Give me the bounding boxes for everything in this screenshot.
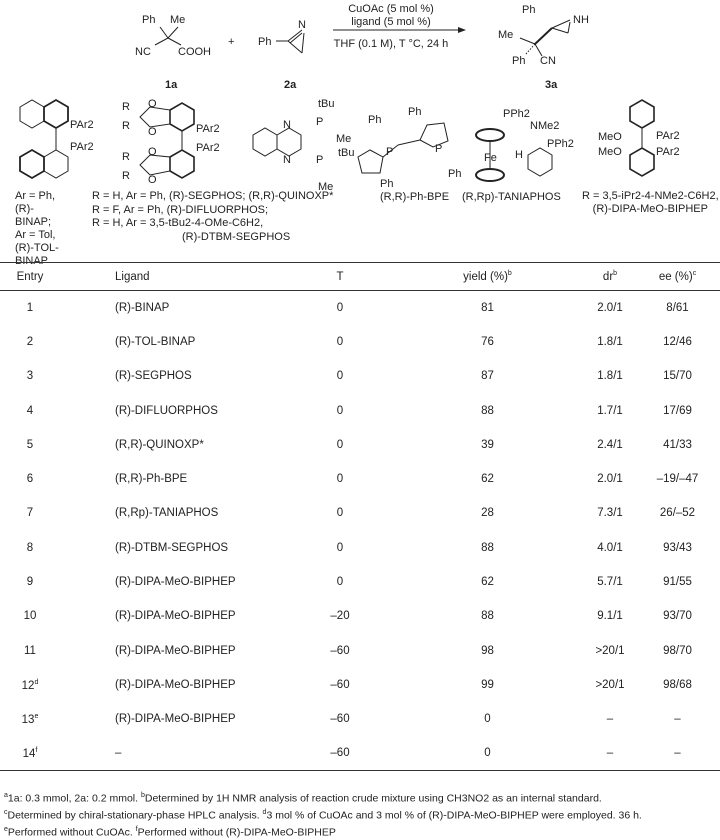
tbu-label: tBu [318, 98, 335, 110]
yield-cell [390, 325, 585, 359]
pph2-label: PPh2 [547, 138, 574, 150]
quinoxp-structure [253, 98, 355, 193]
temperature-cell-text: –20 [330, 610, 350, 623]
me-label: Me [498, 29, 514, 41]
table-row [0, 428, 720, 462]
ligand-cell [60, 736, 290, 770]
ee-cell [635, 462, 720, 496]
ph-label: Ph [368, 114, 382, 126]
p-label: P [316, 116, 324, 128]
ph-label: Ph [522, 4, 536, 16]
yield-cell [390, 633, 585, 667]
temperature-cell-text: 0 [336, 541, 344, 554]
nc-label: NC [135, 46, 151, 58]
dr-cell-text: 1.7/1 [597, 404, 623, 417]
yield-cell [390, 291, 585, 325]
n-label: N [283, 154, 291, 166]
temperature-cell [290, 393, 390, 427]
dr-cell [585, 599, 635, 633]
par2-label: PAr2 [196, 123, 220, 135]
entry-cell [0, 462, 60, 496]
ligand-cell [60, 359, 290, 393]
p-label: P [316, 154, 324, 166]
footnotes [4, 789, 720, 840]
yield-cell [390, 702, 585, 736]
ligand-cell-text: (R)-TOL-BINAP [115, 335, 196, 348]
ee-cell-text: 93/43 [663, 541, 692, 554]
ligand-cell-text: (R,R)-Ph-BPE [115, 473, 188, 486]
dr-cell [585, 633, 635, 667]
header-ee [635, 263, 720, 291]
yield-cell-text: 0 [484, 747, 491, 760]
entry-cell [0, 702, 60, 736]
cn-label: CN [540, 55, 556, 67]
ee-cell-text: 93/70 [663, 610, 692, 623]
header-dr-text: dr [602, 270, 614, 283]
solvent-condition: THF (0.1 M), T °C, 24 h [333, 38, 449, 50]
ee-cell-text: 26/–52 [659, 507, 696, 520]
dr-cell [585, 702, 635, 736]
temperature-cell [290, 599, 390, 633]
ligand-condition: ligand (5 mol %) [351, 16, 431, 28]
table-row [0, 633, 720, 667]
table-row [0, 393, 720, 427]
nh-label: NH [573, 14, 589, 26]
ligand-cell [60, 462, 290, 496]
ee-cell [635, 428, 720, 462]
yield-cell-text: 88 [481, 610, 494, 623]
temperature-cell-text: 0 [336, 473, 344, 486]
footnote-mark: d [34, 678, 39, 686]
temperature-cell [290, 496, 390, 530]
temperature-cell [290, 565, 390, 599]
footnote-mark: c [692, 270, 697, 278]
dr-cell-text: 7.3/1 [597, 507, 623, 520]
dr-cell [585, 531, 635, 565]
yield-cell-text: 99 [481, 678, 494, 691]
caption-line: BINAP; [15, 216, 52, 228]
ligand-structures [0, 95, 720, 205]
footnote-f: Performed without (R)-DIPA-MeO-BIPHEP [137, 826, 336, 839]
ligand-cell [60, 393, 290, 427]
reactant-2a [258, 19, 306, 91]
ligand-cell-text: (R)-BINAP [115, 301, 170, 314]
ee-cell-text: 98/70 [663, 644, 692, 657]
entry-cell [0, 291, 60, 325]
caption-line: R = 3,5-iPr2-4-NMe2-C6H2, [582, 190, 719, 202]
yield-cell-text: 62 [481, 576, 494, 589]
table-row [0, 359, 720, 393]
caption-line: R = H, Ar = 3,5-tBu2-4-OMe-C6H2, [92, 217, 264, 229]
dipa-meo-biphep-structure [598, 100, 680, 176]
ligand-cell [60, 668, 290, 702]
ligand-cell-text: (R)-DIPA-MeO-BIPHEP [115, 713, 236, 726]
ee-cell-text: 98/68 [663, 678, 692, 691]
o-label: O [148, 98, 157, 110]
temperature-cell [290, 633, 390, 667]
ligand-cell-text: (R)-DIPA-MeO-BIPHEP [115, 576, 236, 589]
par2-label: PAr2 [70, 119, 94, 131]
o-label: O [148, 146, 157, 158]
ph-label: Ph [258, 36, 272, 48]
r-label: R [122, 151, 130, 163]
meo-label: MeO [598, 131, 622, 143]
entry-cell [0, 359, 60, 393]
ligand-cell [60, 565, 290, 599]
ee-cell [635, 325, 720, 359]
entry-cell [0, 668, 60, 702]
table-row [0, 599, 720, 633]
table-row [0, 736, 720, 770]
header-yield [390, 263, 585, 291]
entry-cell [0, 565, 60, 599]
n-label: N [298, 19, 306, 31]
ligand-cell [60, 633, 290, 667]
par2-label: PAr2 [656, 146, 680, 158]
me-label: Me [318, 181, 334, 193]
temperature-cell-text: 0 [336, 404, 344, 417]
dipa-caption [582, 190, 719, 216]
ligand-cell-text: (R,Rp)-TANIAPHOS [115, 507, 219, 520]
dr-cell-text: 1.8/1 [597, 370, 623, 383]
entry-cell-text: 1 [26, 301, 34, 314]
par2-label: PAr2 [70, 141, 94, 153]
ph-bpe-caption: (R,R)-Ph-BPE [380, 191, 450, 203]
yield-cell-text: 81 [481, 301, 494, 314]
ligand-cell [60, 599, 290, 633]
results-table [0, 262, 720, 771]
entry-cell [0, 393, 60, 427]
cooh-label: COOH [178, 46, 211, 58]
fe-label: Fe [484, 152, 497, 164]
dr-cell-text: 5.7/1 [597, 576, 623, 589]
entry-cell-text: 4 [26, 404, 34, 417]
par2-label: PAr2 [656, 130, 680, 142]
binap-caption [15, 190, 59, 268]
r-label: R [122, 120, 130, 132]
entry-cell-text: 10 [23, 610, 37, 623]
temperature-cell [290, 702, 390, 736]
ee-cell [635, 599, 720, 633]
o-label: O [148, 174, 157, 186]
ee-cell-text: 91/55 [663, 576, 692, 589]
p-label: P [386, 146, 394, 158]
table-row [0, 496, 720, 530]
entry-cell-text: 8 [26, 541, 34, 554]
ligand-cell-text: (R)-SEGPHOS [115, 370, 192, 383]
ph-label: Ph [142, 14, 156, 26]
reaction-scheme [0, 0, 720, 95]
ligand-cell [60, 325, 290, 359]
ee-cell [635, 702, 720, 736]
ee-cell-text: –19/–47 [656, 473, 699, 486]
temperature-cell-text: –60 [330, 644, 350, 657]
dr-cell [585, 668, 635, 702]
ee-cell-text: – [674, 747, 681, 760]
ligand-cell [60, 702, 290, 736]
entry-cell [0, 428, 60, 462]
dr-cell-text: 1.8/1 [597, 335, 623, 348]
compound-label-1a: 1a [165, 79, 178, 91]
yield-cell [390, 736, 585, 770]
ligand-cell-text: (R,R)-QUINOXP* [115, 438, 204, 451]
ee-cell [635, 496, 720, 530]
yield-cell [390, 359, 585, 393]
ligand-cell-text: (R)-DTBM-SEGPHOS [115, 541, 229, 554]
yield-cell-text: 0 [484, 713, 491, 726]
taniaphos-caption: (R,Rp)-TANIAPHOS [462, 191, 561, 203]
ee-cell-text: 15/70 [663, 370, 692, 383]
temperature-cell-text: 0 [336, 335, 344, 348]
dr-cell-text: 2.0/1 [597, 473, 623, 486]
temperature-cell-text: –60 [330, 678, 350, 691]
table-row [0, 325, 720, 359]
yield-cell [390, 531, 585, 565]
yield-cell-text: 62 [481, 473, 494, 486]
entry-cell [0, 531, 60, 565]
entry-cell-text: 6 [26, 473, 34, 486]
footnote-c: Determined by chiral-stationary-phase HPLC analysis. [7, 809, 260, 822]
temperature-cell [290, 462, 390, 496]
dr-cell-text: 9.1/1 [597, 610, 623, 623]
binap-structure [20, 100, 94, 178]
ee-cell-text: – [674, 713, 681, 726]
pph2-label: PPh2 [503, 108, 530, 120]
entry-cell [0, 633, 60, 667]
temperature-cell [290, 428, 390, 462]
entry-cell-text: 14 [22, 747, 36, 760]
entry-cell-text: 5 [26, 438, 34, 451]
dr-cell-text: 4.0/1 [597, 541, 623, 554]
caption-line: R = F, Ar = Ph, (R)-DIFLUORPHOS; [92, 203, 269, 216]
product-3a [498, 4, 589, 91]
temperature-cell-text: 0 [336, 301, 344, 314]
table-row [0, 702, 720, 736]
temperature-cell [290, 531, 390, 565]
dr-cell [585, 496, 635, 530]
entry-cell-text: 7 [26, 507, 34, 520]
header-ee-text: ee (%) [658, 270, 693, 283]
caption-line: (R)-DIPA-MeO-BIPHEP [592, 203, 708, 215]
footnote-e: Performed without CuOAc. [7, 826, 133, 839]
temperature-cell-text: –60 [330, 713, 350, 726]
tbu-label: tBu [338, 147, 355, 159]
yield-cell [390, 428, 585, 462]
dr-cell [585, 428, 635, 462]
dr-cell [585, 736, 635, 770]
ee-cell-text: 41/33 [663, 438, 692, 451]
yield-cell [390, 496, 585, 530]
temperature-cell [290, 359, 390, 393]
footnote-mark: b [507, 270, 512, 278]
footnote-mark: e [4, 826, 8, 833]
segphos-caption [92, 190, 333, 244]
entry-cell-text: 11 [24, 644, 36, 657]
ee-cell [635, 668, 720, 702]
table-row [0, 531, 720, 565]
ph-label: Ph [512, 55, 526, 67]
header-ligand: Ligand [115, 270, 150, 283]
table-row [0, 462, 720, 496]
footnote-mark: b [140, 792, 145, 799]
temperature-cell [290, 668, 390, 702]
footnote-mark: b [613, 270, 618, 278]
r-label: R [122, 170, 130, 182]
table-row [0, 668, 720, 702]
temperature-cell [290, 291, 390, 325]
dr-cell [585, 359, 635, 393]
compound-label-2a: 2a [284, 79, 297, 91]
ee-cell [635, 633, 720, 667]
footnote-mark: c [4, 809, 8, 816]
ee-cell [635, 531, 720, 565]
footnote-mark: d [262, 809, 267, 816]
dr-cell-text: 2.0/1 [597, 301, 623, 314]
p-label: P [435, 143, 443, 155]
entry-cell-text: 9 [26, 576, 34, 589]
nme2-label: NMe2 [530, 120, 560, 132]
dr-cell [585, 565, 635, 599]
header-t: T [336, 270, 344, 283]
par2-label: PAr2 [196, 142, 220, 154]
temperature-cell-text: 0 [336, 370, 344, 383]
ph-bpe-structure [358, 106, 461, 190]
entry-cell [0, 325, 60, 359]
caption-line: R = H, Ar = Ph, (R)-SEGPHOS; (R,R)-QUINOXP* [92, 190, 334, 202]
table-header-row [0, 263, 720, 291]
segphos-structure [122, 98, 220, 186]
yield-cell-text: 87 [481, 370, 494, 383]
ligand-cell-text: – [115, 747, 122, 760]
ligand-cell-text: (R)-DIFLUORPHOS [115, 404, 218, 417]
dr-cell-text: >20/1 [595, 678, 625, 691]
header-yield-text: yield (%) [463, 270, 508, 283]
footnote-mark: f [135, 826, 138, 833]
yield-cell [390, 565, 585, 599]
entry-cell-text: 12 [21, 679, 35, 692]
entry-cell [0, 736, 60, 770]
ee-cell-text: 8/61 [666, 301, 689, 314]
yield-cell [390, 393, 585, 427]
ligand-cell-text: (R)-DIPA-MeO-BIPHEP [115, 644, 236, 657]
entry-cell-text: 2 [26, 335, 34, 348]
footnote-mark: a [4, 792, 8, 799]
temperature-cell-text: 0 [336, 438, 344, 451]
taniaphos-structure [476, 108, 574, 181]
catalyst-condition: CuOAc (5 mol %) [348, 3, 434, 15]
dr-cell [585, 325, 635, 359]
entry-cell [0, 496, 60, 530]
entry-cell-text: 13 [21, 713, 35, 726]
r-label: R [122, 101, 130, 113]
compound-label-3a: 3a [545, 79, 558, 91]
ee-cell [635, 291, 720, 325]
yield-cell-text: 76 [481, 335, 494, 348]
meo-label: MeO [598, 146, 622, 158]
ee-cell [635, 359, 720, 393]
me-label: Me [336, 133, 352, 145]
header-dr [585, 263, 635, 291]
yield-cell-text: 88 [481, 541, 494, 554]
temperature-cell [290, 325, 390, 359]
ee-cell-text: 12/46 [663, 335, 692, 348]
entry-cell [0, 599, 60, 633]
ligand-cell [60, 531, 290, 565]
footnote-d: 3 mol % of CuOAc and 3 mol % of (R)-DIPA-MeO-BIPHEP were employed. 36 h. [266, 809, 642, 822]
ligand-cell [60, 291, 290, 325]
footnote-a: 1a: 0.3 mmol, 2a: 0.2 mmol. [7, 792, 139, 805]
caption-line: (R)- [15, 203, 34, 215]
temperature-cell [290, 736, 390, 770]
temperature-cell-text: 0 [336, 507, 344, 520]
ligand-cell [60, 496, 290, 530]
dr-cell-text: – [606, 713, 614, 726]
yield-cell [390, 462, 585, 496]
ee-cell [635, 393, 720, 427]
entry-cell-text: 3 [26, 370, 34, 383]
reaction-arrow [333, 3, 466, 50]
ph-label: Ph [448, 168, 462, 180]
caption-line: BINAP [15, 255, 49, 267]
header-entry: Entry [16, 270, 44, 283]
footnote-mark: e [34, 712, 39, 720]
dr-cell [585, 291, 635, 325]
dr-cell [585, 462, 635, 496]
yield-cell-text: 39 [481, 438, 494, 451]
ligand-cell [60, 428, 290, 462]
o-label: O [148, 126, 157, 138]
caption-line: (R)-TOL- [15, 242, 59, 254]
ee-cell [635, 736, 720, 770]
dr-cell-text: >20/1 [595, 644, 625, 657]
h-label: H [515, 149, 523, 161]
yield-cell [390, 599, 585, 633]
caption-line: Ar = Ph, [15, 190, 56, 202]
table-row [0, 565, 720, 599]
dr-cell-text: – [606, 747, 614, 760]
ee-cell-text: 17/69 [663, 404, 692, 417]
ligand-cell-text: (R)-DIPA-MeO-BIPHEP [115, 610, 236, 623]
reactant-1a [135, 14, 211, 91]
temperature-cell-text: 0 [336, 576, 344, 589]
table-row [0, 291, 720, 325]
ph-label: Ph [408, 106, 422, 118]
caption-line: Ar = Tol, [15, 229, 56, 241]
dr-cell-text: 2.4/1 [597, 438, 623, 451]
dr-cell [585, 393, 635, 427]
n-label: N [283, 119, 291, 131]
footnote-mark: f [35, 746, 38, 754]
footnote-b: Determined by 1H NMR analysis of reaction crude mixture using CH3NO2 as an internal standard. [144, 792, 602, 805]
ph-label: Ph [380, 178, 394, 190]
yield-cell-text: 28 [481, 507, 494, 520]
temperature-cell-text: –60 [330, 747, 350, 760]
yield-cell [390, 668, 585, 702]
caption-line: (R)-DTBM-SEGPHOS [182, 230, 291, 243]
yield-cell-text: 98 [481, 644, 494, 657]
ee-cell [635, 565, 720, 599]
plus-sign: + [228, 36, 235, 48]
me-label: Me [170, 14, 186, 26]
yield-cell-text: 88 [481, 404, 494, 417]
ligand-cell-text: (R)-DIPA-MeO-BIPHEP [115, 678, 236, 691]
